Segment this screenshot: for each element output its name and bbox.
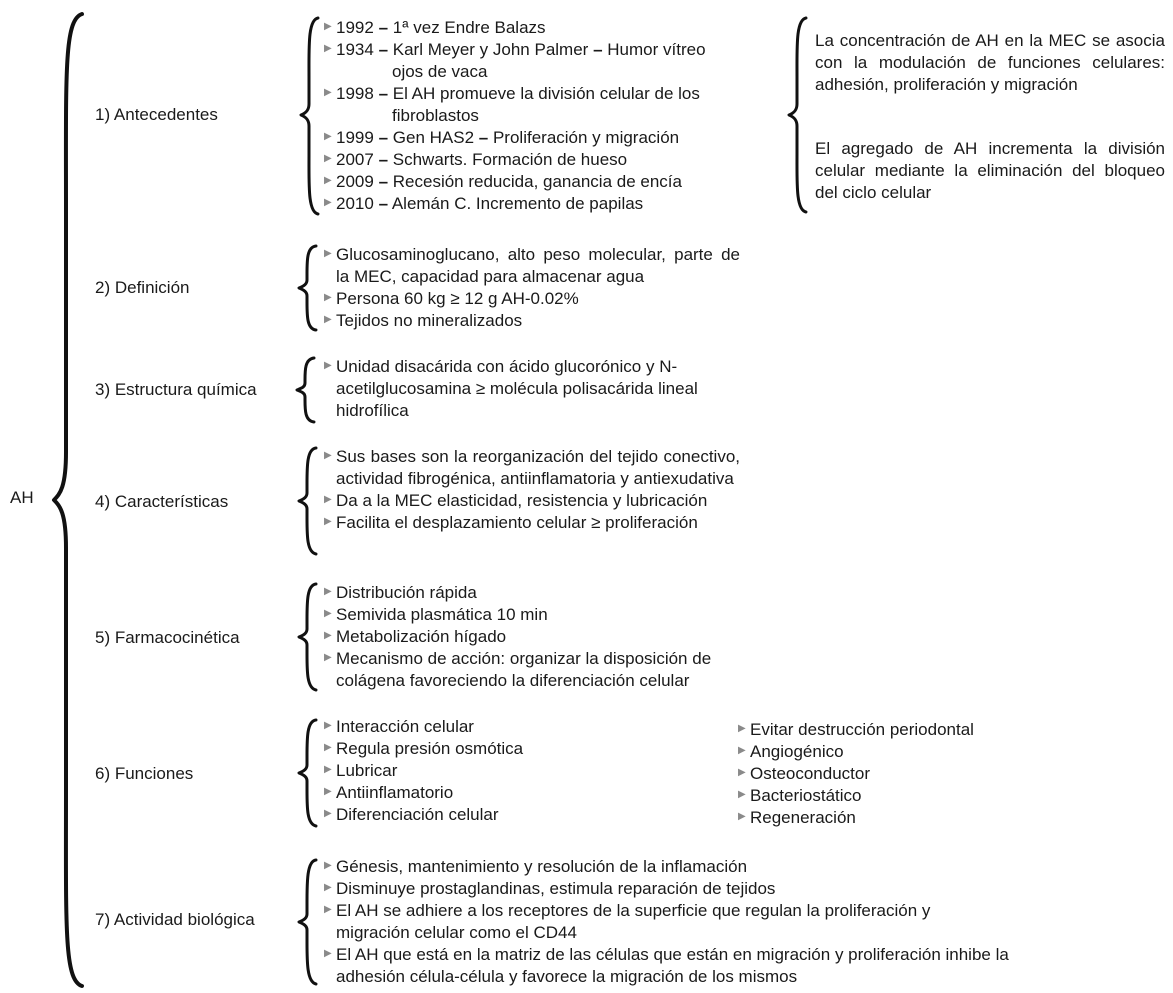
list-item: ▶ Sus bases son la reorganización del tejido conectivo, actividad fibrogénica, antiinflamatoria y antiexudativa xyxy=(324,447,740,488)
triangle-bullet-icon: ▶ xyxy=(324,131,332,142)
triangle-bullet-icon: ▶ xyxy=(324,360,332,371)
triangle-bullet-icon: ▶ xyxy=(324,248,332,259)
brace-antecedentes xyxy=(298,16,322,216)
note-modulation: La concentración de AH en la MEC se asocia con la modulación de funciones celulares: adhesión, proliferación y migración xyxy=(815,31,1165,94)
list-item: ▶ Persona 60 kg ≥ 12 g AH-0.02% xyxy=(324,289,579,308)
list-item: ▶ 2007 – Schwarts. Formación de hueso xyxy=(324,150,628,169)
triangle-bullet-icon: ▶ xyxy=(324,630,332,641)
triangle-bullet-icon: ▶ xyxy=(324,808,332,819)
brace-definicion xyxy=(296,244,320,332)
triangle-bullet-icon: ▶ xyxy=(324,197,332,208)
triangle-bullet-icon: ▶ xyxy=(324,175,332,186)
triangle-bullet-icon: ▶ xyxy=(324,882,332,893)
triangle-bullet-icon: ▶ xyxy=(324,652,332,663)
triangle-bullet-icon: ▶ xyxy=(324,314,332,325)
root-label: AH xyxy=(10,488,34,507)
list-item: ▶ Facilita el desplazamiento celular ≥ proliferación xyxy=(324,513,698,532)
list-item: ▶ Mecanismo de acción: organizar la disposición de colágena favoreciendo la diferenciación celular xyxy=(324,649,712,690)
definicion-list xyxy=(322,244,740,332)
list-item: ▶ Regula presión osmótica xyxy=(324,739,524,758)
root-brace xyxy=(50,12,90,988)
triangle-bullet-icon: ▶ xyxy=(324,720,332,731)
triangle-bullet-icon: ▶ xyxy=(324,948,332,959)
triangle-bullet-icon: ▶ xyxy=(324,21,332,32)
list-item: ▶ 2010 – Alemán C. Incremento de papilas xyxy=(324,194,644,213)
triangle-bullet-icon: ▶ xyxy=(324,764,332,775)
section-label-antecedentes: 1) Antecedentes xyxy=(95,105,218,124)
triangle-bullet-icon: ▶ xyxy=(324,586,332,597)
antecedentes-list xyxy=(322,17,742,215)
triangle-bullet-icon: ▶ xyxy=(324,742,332,753)
brace-farmacocinetica xyxy=(296,582,320,692)
section-label-actividad: 7) Actividad biológica xyxy=(95,910,255,929)
list-item: ▶ Disminuye prostaglandinas, estimula reparación de tejidos xyxy=(324,879,776,898)
list-item: ▶ 1998 – El AH promueve la división celular de los fibroblastos xyxy=(324,84,700,125)
funciones-list-right xyxy=(736,719,1036,829)
triangle-bullet-icon: ▶ xyxy=(324,786,332,797)
list-item: ▶ 1999 – Gen HAS2 – Proliferación y migración xyxy=(324,128,680,147)
triangle-bullet-icon: ▶ xyxy=(738,745,746,756)
section-label-funciones: 6) Funciones xyxy=(95,764,194,783)
list-item: ▶ El AH se adhiere a los receptores de la superficie que regulan la proliferación y migración celular como el CD44 xyxy=(324,901,931,942)
actividad-list xyxy=(322,856,1012,988)
list-item: ▶ El AH que está en la matriz de las células que están en migración y proliferación inhibe la adhesión célula-célula y favorece la migración de los mismos xyxy=(324,945,1009,986)
list-item: ▶ Lubricar xyxy=(324,761,398,780)
list-item: ▶ Osteoconductor xyxy=(738,764,871,783)
list-item: ▶ Unidad disacárida con ácido glucorónico y N-acetilglucosamina ≥ molécula polisacárida lineal hidrofílica xyxy=(324,357,698,420)
section-label-estructura: 3) Estructura química xyxy=(95,380,257,399)
list-item: ▶ Regeneración xyxy=(738,808,856,827)
triangle-bullet-icon: ▶ xyxy=(738,767,746,778)
brace-estructura xyxy=(294,356,318,424)
list-item: ▶ Metabolización hígado xyxy=(324,627,507,646)
list-item: ▶ Interacción celular xyxy=(324,717,474,736)
triangle-bullet-icon: ▶ xyxy=(324,87,332,98)
section-label-caracteristicas: 4) Características xyxy=(95,492,229,511)
list-item: ▶ 1992 – 1ª vez Endre Balazs xyxy=(324,18,546,37)
triangle-bullet-icon: ▶ xyxy=(324,292,332,303)
triangle-bullet-icon: ▶ xyxy=(324,608,332,619)
list-item: ▶ 2009 – Recesión reducida, ganancia de encía xyxy=(324,172,682,191)
list-item: ▶ Génesis, mantenimiento y resolución de la inflamación xyxy=(324,857,748,876)
list-item: ▶ Distribución rápida xyxy=(324,583,477,602)
brace-caracteristicas xyxy=(296,446,320,556)
triangle-bullet-icon: ▶ xyxy=(324,494,332,505)
brace-funciones xyxy=(296,718,320,828)
triangle-bullet-icon: ▶ xyxy=(738,789,746,800)
list-item: ▶ 1934 – Karl Meyer y John Palmer – Humor vítreo ojos de vaca xyxy=(324,40,706,81)
triangle-bullet-icon: ▶ xyxy=(324,450,332,461)
funciones-list-left xyxy=(322,716,702,826)
triangle-bullet-icon: ▶ xyxy=(324,860,332,871)
section-label-farmacocinetica: 5) Farmacocinética xyxy=(95,628,240,647)
list-item: ▶ Evitar destrucción periodontal xyxy=(738,720,974,739)
list-item: ▶ Bacteriostático xyxy=(738,786,862,805)
estructura-list xyxy=(322,356,722,422)
triangle-bullet-icon: ▶ xyxy=(324,516,332,527)
triangle-bullet-icon: ▶ xyxy=(324,904,332,915)
note-division: El agregado de AH incrementa la división celular mediante la eliminación del bloqueo del ciclo celular xyxy=(815,139,1165,202)
list-item: ▶ Antiinflamatorio xyxy=(324,783,454,802)
list-item: ▶ Semivida plasmática 10 min xyxy=(324,605,548,624)
brace-antecedentes-notes xyxy=(786,16,810,214)
list-item: ▶ Diferenciación celular xyxy=(324,805,499,824)
brace-actividad xyxy=(296,858,320,986)
triangle-bullet-icon: ▶ xyxy=(738,811,746,822)
triangle-bullet-icon: ▶ xyxy=(324,153,332,164)
triangle-bullet-icon: ▶ xyxy=(324,43,332,54)
caracteristicas-list xyxy=(322,446,740,534)
triangle-bullet-icon: ▶ xyxy=(738,723,746,734)
list-item: ▶ Angiogénico xyxy=(738,742,844,761)
farmacocinetica-list xyxy=(322,582,742,692)
section-label-definicion: 2) Definición xyxy=(95,278,190,297)
list-item: ▶ Glucosaminoglucano, alto peso molecular, parte de la MEC, capacidad para almacenar agua xyxy=(324,245,740,286)
list-item: ▶ Da a la MEC elasticidad, resistencia y lubricación xyxy=(324,491,708,510)
list-item: ▶ Tejidos no mineralizados xyxy=(324,311,523,330)
